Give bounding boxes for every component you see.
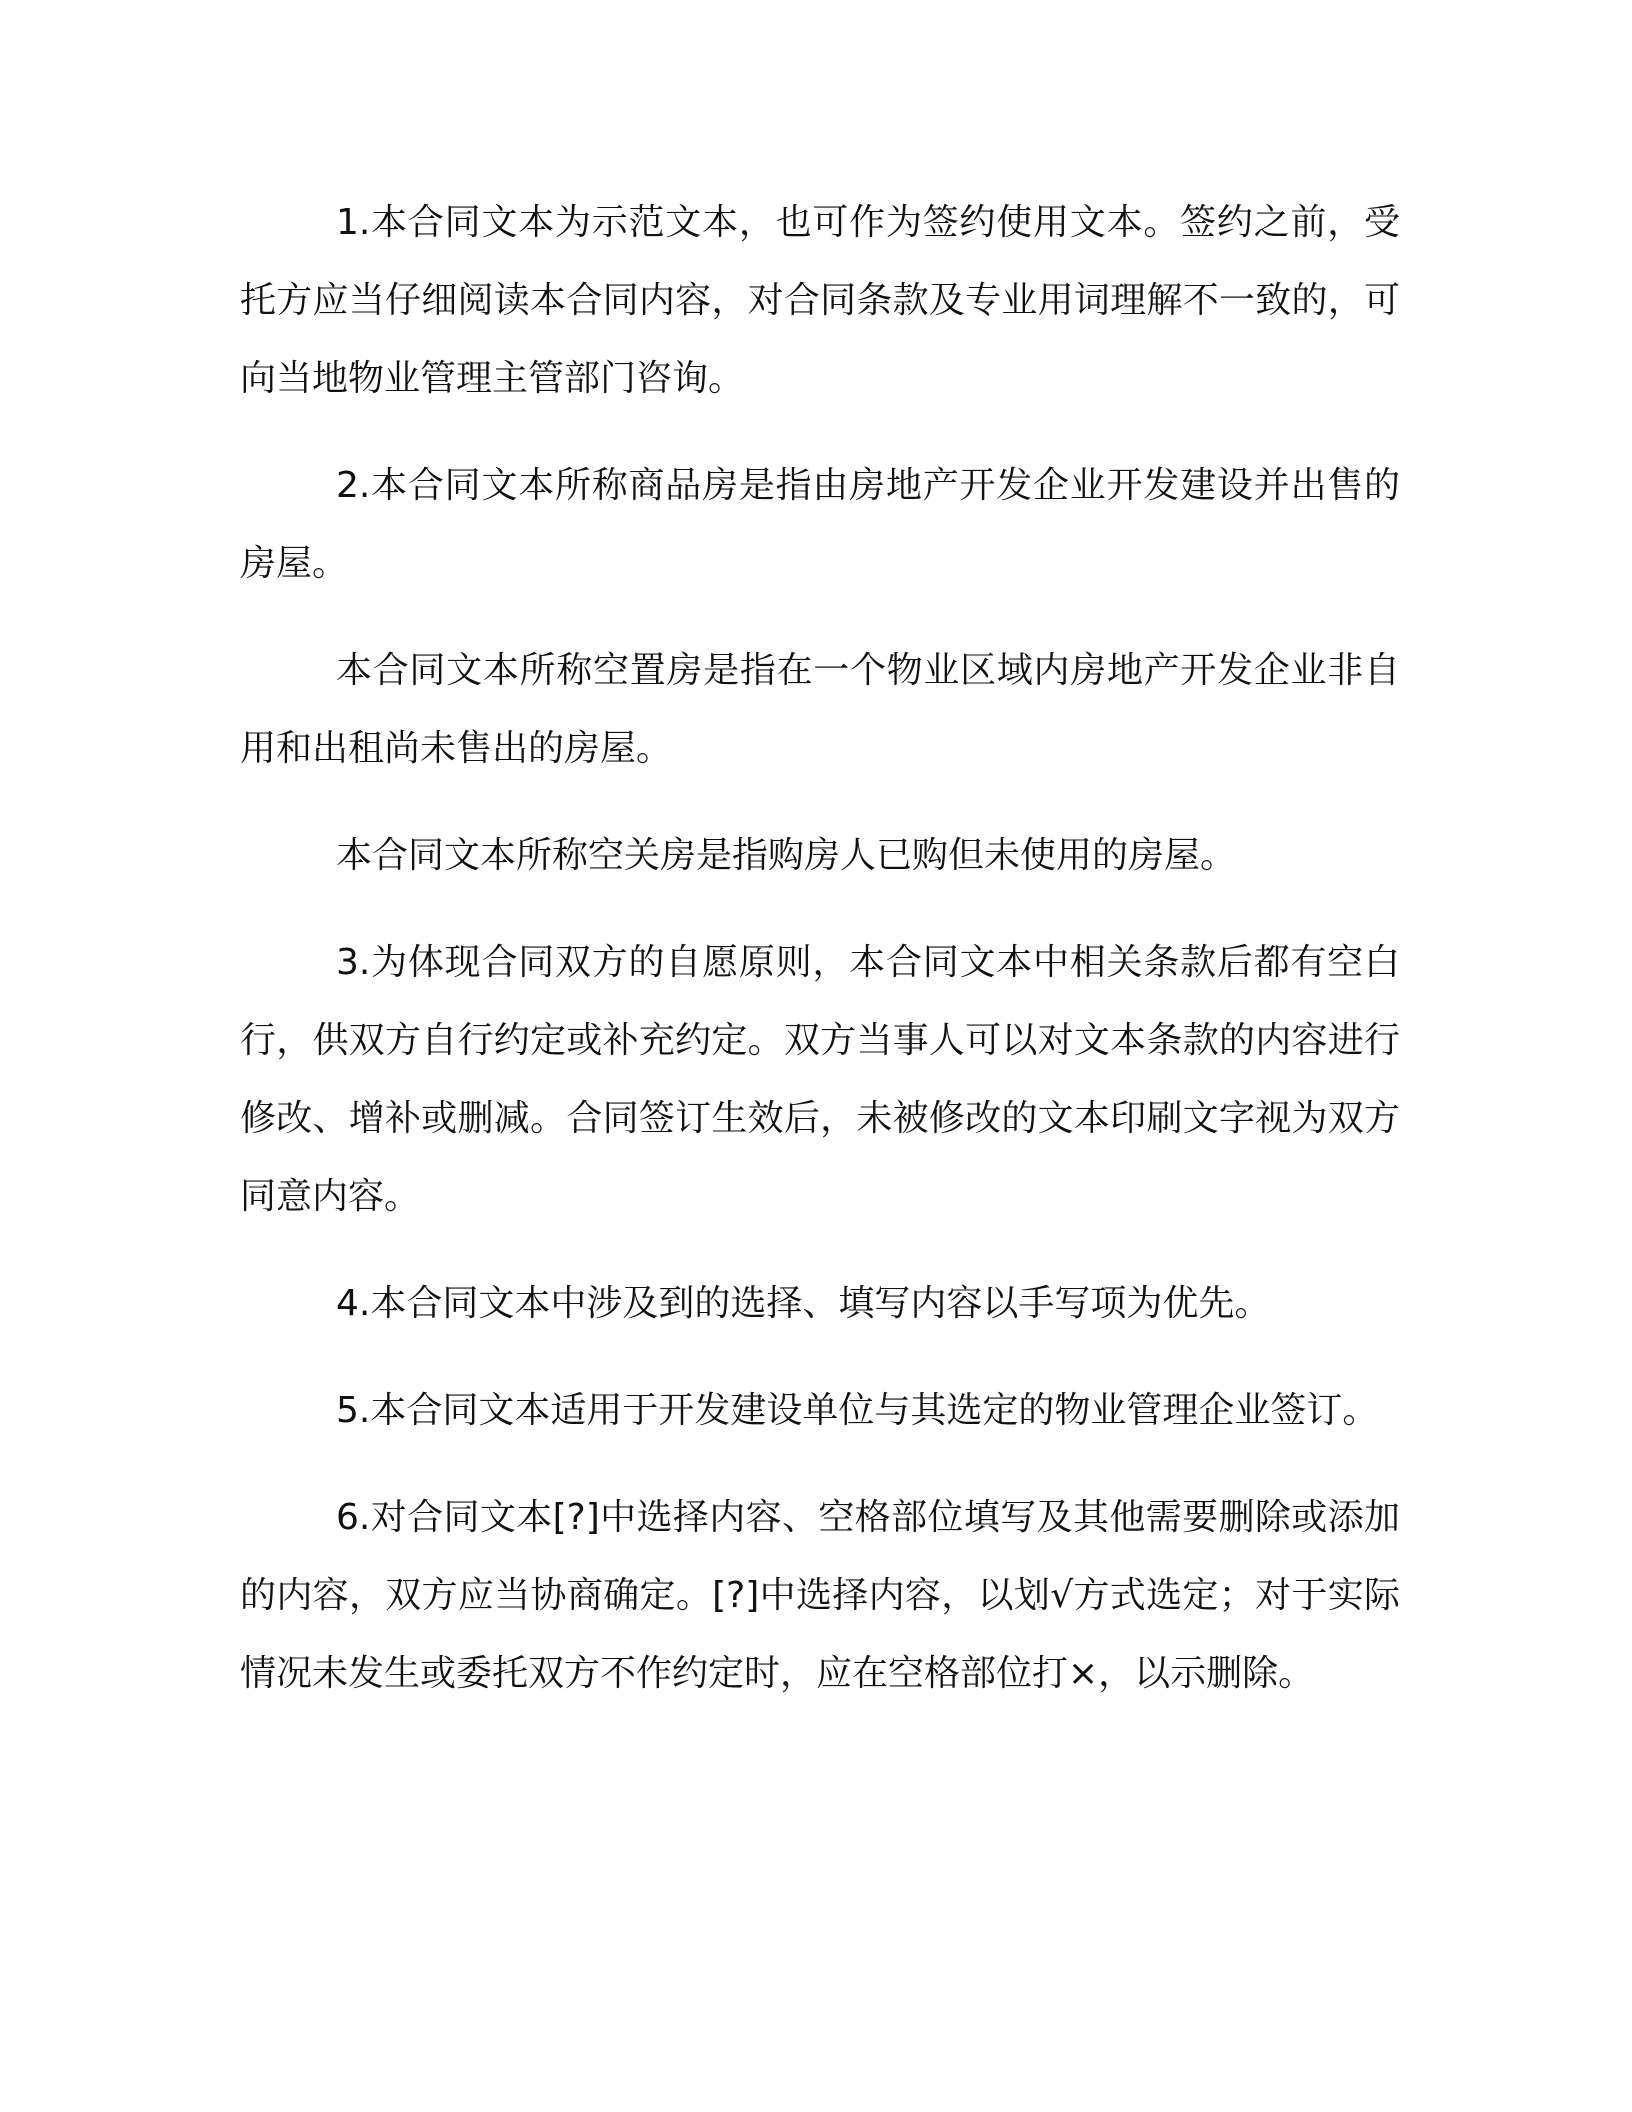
paragraph-vacant-house: 本合同文本所称空置房是指在一个物业区域内房地产开发企业非自用和出租尚未售出的房屋。 xyxy=(240,650,1400,769)
paragraph-item-2: 2.本合同文本所称商品房是指由房地产开发企业开发建设并出售的房屋。 xyxy=(240,465,1400,584)
paragraph-item-1: 1.本合同文本为示范文本，也可作为签约使用文本。签约之前，受托方应当仔细阅读本合同内容，对合同条款及专业用词理解不一致的，可向当地物业管理主管部门咨询。 xyxy=(240,202,1400,399)
paragraph-unused-house: 本合同文本所称空关房是指购房人已购但未使用的房屋。 xyxy=(336,835,1237,876)
paragraph-item-6: 6.对合同文本[?]中选择内容、空格部位填写及其他需要删除或添加的内容，双方应当协商确定。[?]中选择内容，以划√方式选定；对于实际情况未发生或委托双方不作约定时，应在空格部位打×，以示删除。 xyxy=(240,1497,1400,1694)
document-body xyxy=(240,184,1400,1742)
paragraph-item-4: 4.本合同文本中涉及到的选择、填写内容以手写项为优先。 xyxy=(336,1283,1271,1324)
paragraph-item-3: 3.为体现合同双方的自愿原则，本合同文本中相关条款后都有空白行，供双方自行约定或补充约定。双方当事人可以对文本条款的内容进行修改、增补或删减。合同签订生效后，未被修改的文本印刷文字视为双方同意内容。 xyxy=(240,942,1400,1217)
paragraph-item-5: 5.本合同文本适用于开发建设单位与其选定的物业管理企业签订。 xyxy=(336,1390,1379,1431)
